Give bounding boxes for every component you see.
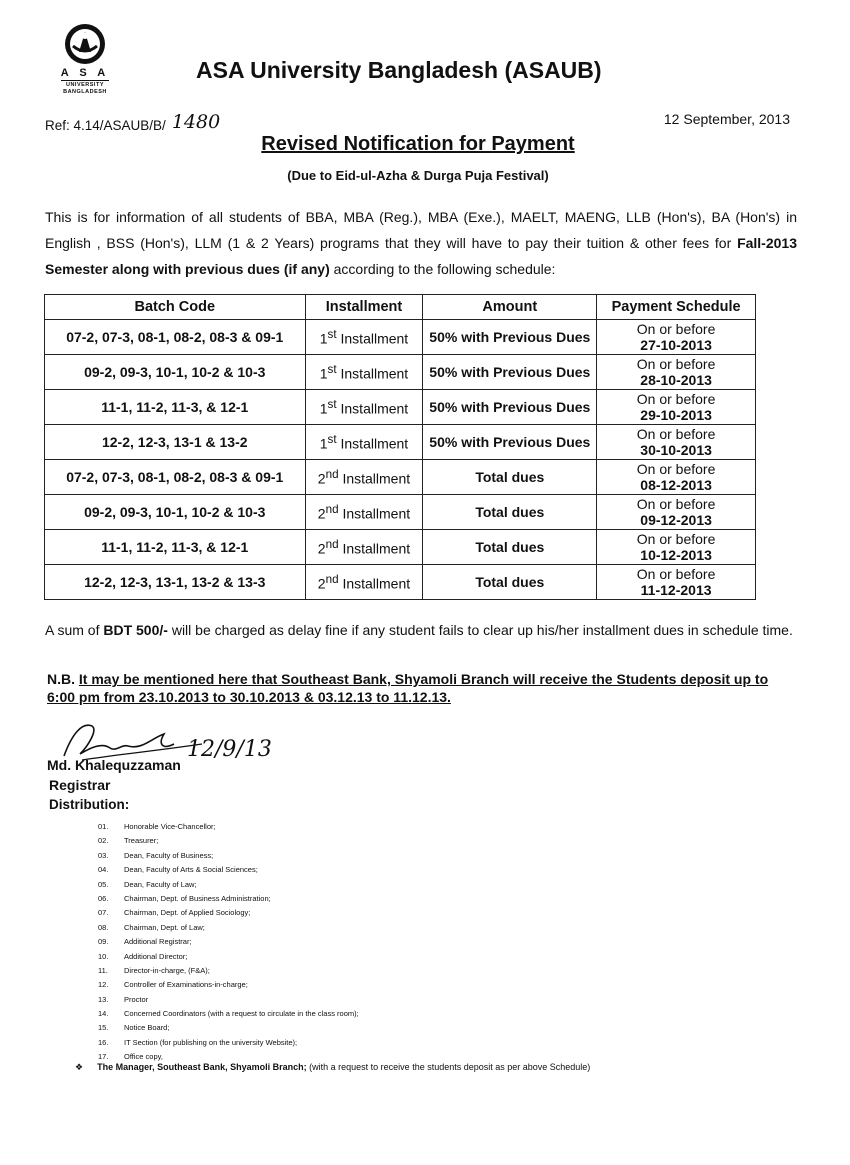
table-header-row xyxy=(45,295,756,320)
logo-acronym: A S A xyxy=(60,67,110,79)
distribution-heading: Distribution: xyxy=(49,797,130,812)
table-row xyxy=(45,425,756,460)
amount-cell: Total dues xyxy=(423,495,597,530)
list-item-text: Chairman, Dept. of Law; xyxy=(124,922,205,932)
installment-cell: 2nd Installment xyxy=(305,495,423,530)
signatory-designation: Registrar xyxy=(49,777,111,793)
list-item-number: 06. xyxy=(98,893,109,903)
table-row xyxy=(45,355,756,390)
list-item xyxy=(98,834,359,848)
delay-fine-amount: BDT 500/- xyxy=(103,622,168,638)
list-item-number: 04. xyxy=(98,865,109,875)
list-item-number: 17. xyxy=(98,1052,109,1062)
signatory-name: Md. Khalequzzaman xyxy=(47,757,181,773)
installment-cell: 2nd Installment xyxy=(305,530,423,565)
schedule-cell: On or before 27-10-2013 xyxy=(597,320,756,355)
schedule-date: 11-12-2013 xyxy=(640,582,712,598)
list-item-text: Additional Registrar; xyxy=(124,937,192,947)
bank-request: (with a request to receive the students deposit as per above Schedule) xyxy=(306,1062,591,1072)
signature-date: 12/9/13 xyxy=(187,737,272,762)
list-item-text: Treasurer; xyxy=(124,836,159,846)
nb-text: It may be mentioned here that Southeast Bank, Shyamoli Branch will receive the Students deposit up to 6:00 pm from 23.10.2013 to 30.10.2013 & 03.12.13 to 11.12.13. xyxy=(47,671,769,705)
list-item-number: 16. xyxy=(98,1037,109,1047)
document-subtitle: (Due to Eid-ul-Azha & Durga Puja Festival) xyxy=(287,168,549,183)
bank-manager: The Manager, Southeast Bank, Shyamoli Branch; xyxy=(97,1062,307,1072)
list-item-number: 08. xyxy=(98,922,109,932)
table-row xyxy=(45,495,756,530)
schedule-cell: On or before 28-10-2013 xyxy=(597,355,756,390)
list-item xyxy=(98,993,359,1007)
logo-sub-bangladesh: BANGLADESH xyxy=(63,89,107,95)
batch-code-cell: 12-2, 12-3, 13-1 & 13-2 xyxy=(45,425,306,460)
list-item-text: Honorable Vice-Chancellor; xyxy=(124,822,216,831)
schedule-date: 30-10-2013 xyxy=(640,442,712,458)
list-item xyxy=(98,906,359,920)
table-row xyxy=(45,320,756,355)
list-item-text: Dean, Faculty of Arts & Social Sciences; xyxy=(124,865,258,875)
batch-code-cell: 07-2, 07-3, 08-1, 08-2, 08-3 & 09-1 xyxy=(45,460,306,495)
list-item xyxy=(98,921,359,935)
header-amount: Amount xyxy=(423,295,597,320)
table-row xyxy=(45,390,756,425)
intro-bold-text: Fall-2013 Semester along with previous dues (if any) xyxy=(45,235,797,277)
list-item xyxy=(98,935,359,949)
list-item xyxy=(98,878,359,892)
nb-note xyxy=(47,670,799,706)
notice-date: 12 September, 2013 xyxy=(663,111,790,127)
nb-label: N.B. xyxy=(47,671,79,687)
batch-code-cell: 11-1, 11-2, 11-3, & 12-1 xyxy=(45,530,306,565)
installment-cell: 1st Installment xyxy=(305,390,423,425)
list-item-number: 11. xyxy=(98,965,108,975)
list-item-number: 12. xyxy=(98,980,109,990)
list-item xyxy=(98,863,359,877)
table-row xyxy=(45,460,756,495)
list-item-number: 01. xyxy=(98,822,109,831)
distribution-bank-item xyxy=(75,1062,590,1073)
list-item-text: Director-in-charge, (F&A); xyxy=(124,965,210,975)
installment-cell: 1st Installment xyxy=(305,425,423,460)
schedule-date: 29-10-2013 xyxy=(640,407,712,423)
header-installment: Installment xyxy=(305,295,423,320)
amount-cell: 50% with Previous Dues xyxy=(423,355,597,390)
schedule-cell: On or before 09-12-2013 xyxy=(597,495,756,530)
list-item-number: 10. xyxy=(98,951,109,961)
list-item xyxy=(98,978,359,992)
schedule-cell: On or before 30-10-2013 xyxy=(597,425,756,460)
list-item-text: Additional Director; xyxy=(124,951,188,961)
amount-cell: 50% with Previous Dues xyxy=(423,425,597,460)
schedule-date: 09-12-2013 xyxy=(640,512,712,528)
schedule-date: 28-10-2013 xyxy=(640,372,712,388)
batch-code-cell: 09-2, 09-3, 10-1, 10-2 & 10-3 xyxy=(45,355,306,390)
list-item-text: Chairman, Dept. of Applied Sociology; xyxy=(124,908,251,918)
batch-code-cell: 12-2, 12-3, 13-1, 13-2 & 13-3 xyxy=(45,565,306,600)
list-item-text: Office copy, xyxy=(124,1052,163,1062)
university-name: ASA University Bangladesh (ASAUB) xyxy=(196,57,602,83)
diamond-bullet-icon: ❖ xyxy=(75,1062,84,1072)
list-item xyxy=(98,820,359,834)
list-item xyxy=(98,1007,359,1021)
distribution-list xyxy=(98,820,359,1065)
list-item xyxy=(98,964,359,978)
ref-handwritten-number: 1480 xyxy=(171,111,221,133)
schedule-cell: On or before 08-12-2013 xyxy=(597,460,756,495)
reference-number xyxy=(45,113,220,135)
list-item-number: 14. xyxy=(98,1009,109,1019)
list-item xyxy=(98,849,359,863)
schedule-cell: On or before 10-12-2013 xyxy=(597,530,756,565)
list-item-text: Chairman, Dept. of Business Administration; xyxy=(124,893,271,903)
schedule-cell: On or before 11-12-2013 xyxy=(597,565,756,600)
batch-code-cell: 11-1, 11-2, 11-3, & 12-1 xyxy=(45,390,306,425)
schedule-cell: On or before 29-10-2013 xyxy=(597,390,756,425)
table-row xyxy=(45,530,756,565)
schedule-date: 08-12-2013 xyxy=(640,477,712,493)
amount-cell: Total dues xyxy=(423,460,597,495)
amount-cell: Total dues xyxy=(423,530,597,565)
table-row xyxy=(45,565,756,600)
list-item-number: 09. xyxy=(98,937,109,947)
intro-paragraph: This is for information of all students of BBA, MBA (Reg.), MBA (Exe.), MAELT, MAENG, LLB (Hon's), BA (Hon's) in English , BSS (Hon's), LLM (1 & 2 Years) programs that they will have to pay their tuition & other fees for Fall-2013 Semester along with previous dues (if any) according to the following schedule: xyxy=(45,209,797,277)
list-item-text: Dean, Faculty of Law; xyxy=(124,879,197,889)
schedule-date: 27-10-2013 xyxy=(640,337,712,353)
list-item-number: 05. xyxy=(98,879,109,889)
delay-fine-note: A sum of BDT 500/- will be charged as delay fine if any student fails to clear up his/her installment dues in schedule time. xyxy=(45,622,793,638)
payment-schedule-table xyxy=(44,294,756,600)
list-item xyxy=(98,950,359,964)
list-item xyxy=(98,892,359,906)
header-batch-code: Batch Code xyxy=(45,295,306,320)
university-logo xyxy=(55,22,115,104)
list-item-text: Dean, Faculty of Business; xyxy=(124,850,214,860)
list-item xyxy=(98,1036,359,1050)
list-item xyxy=(98,1021,359,1035)
schedule-date: 10-12-2013 xyxy=(640,547,712,563)
list-item-number: 15. xyxy=(98,1023,109,1033)
list-item-text: Notice Board; xyxy=(124,1023,170,1033)
table-body xyxy=(45,320,756,600)
asa-emblem-icon xyxy=(63,22,107,66)
logo-sub-university: UNIVERSITY xyxy=(65,82,104,88)
batch-code-cell: 07-2, 07-3, 08-1, 08-2, 08-3 & 09-1 xyxy=(45,320,306,355)
batch-code-cell: 09-2, 09-3, 10-1, 10-2 & 10-3 xyxy=(45,495,306,530)
list-item-text: IT Section (for publishing on the university Website); xyxy=(124,1037,298,1047)
installment-cell: 2nd Installment xyxy=(305,460,423,495)
list-item-number: 02. xyxy=(98,836,109,846)
amount-cell: 50% with Previous Dues xyxy=(423,390,597,425)
installment-cell: 1st Installment xyxy=(305,320,423,355)
list-item-text: Concerned Coordinators (with a request to circulate in the class room); xyxy=(124,1009,359,1019)
document-title: Revised Notification for Payment xyxy=(261,133,575,155)
amount-cell: 50% with Previous Dues xyxy=(423,320,597,355)
amount-cell: Total dues xyxy=(423,565,597,600)
list-item-number: 07. xyxy=(98,908,109,918)
list-item-number: 03. xyxy=(98,850,109,860)
list-item-text: Proctor xyxy=(124,994,149,1004)
installment-cell: 1st Installment xyxy=(305,355,423,390)
installment-cell: 2nd Installment xyxy=(305,565,423,600)
header-payment-schedule: Payment Schedule xyxy=(597,295,756,320)
list-item-text: Controller of Examinations-in-charge; xyxy=(124,980,248,990)
list-item-number: 13. xyxy=(98,994,109,1004)
ref-prefix: Ref: 4.14/ASAUB/B/ xyxy=(45,118,166,133)
